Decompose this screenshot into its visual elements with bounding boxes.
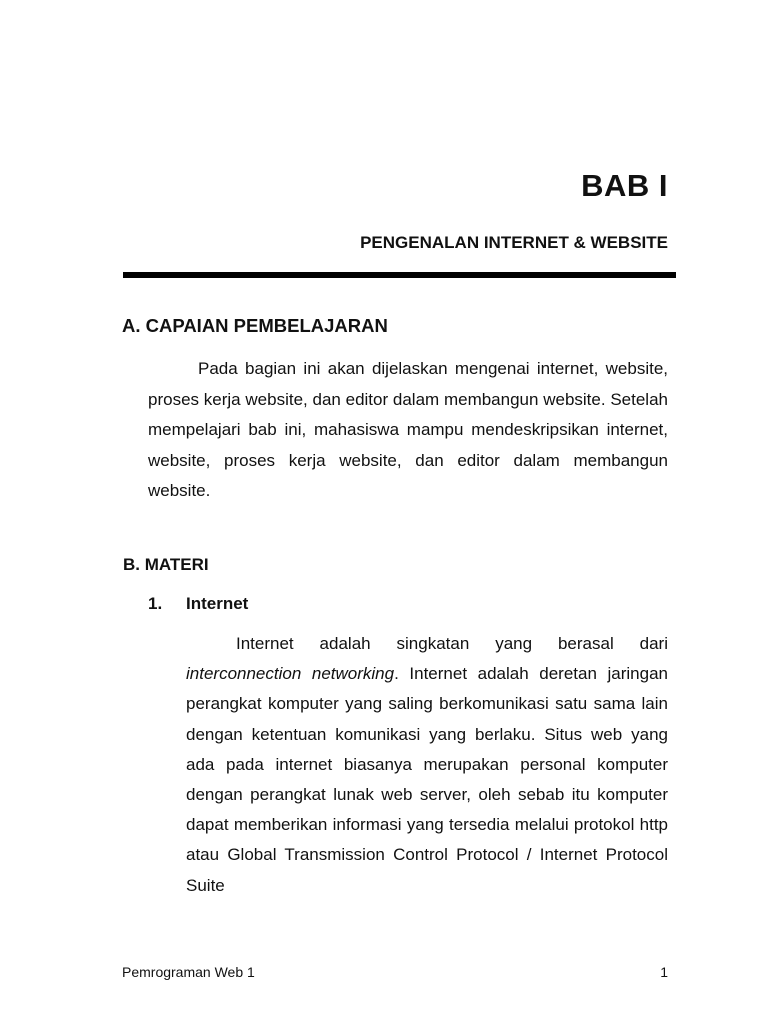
footer-page-number: 1 [660, 964, 668, 980]
section-a-paragraph [148, 354, 668, 507]
section-a-text: Pada bagian ini akan dijelaskan mengenai internet, website, proses kerja website, dan editor dalam membangun website. Setelah mempelajari bab ini, mahasiswa mampu mendeskripsikan internet, website, proses kerja website, dan editor dalam membangun website. [148, 359, 668, 500]
subsection-1-paragraph [186, 629, 668, 901]
chapter-label: BAB I [581, 168, 668, 203]
italic-term: interconnection networking [186, 664, 395, 684]
subsection-title: Internet [186, 594, 249, 613]
paragraph-text-rest: . Internet adalah deretan jaringan perangkat komputer yang saling berkomunikasi satu sama lain dengan ketentuan komunikasi yang berlaku. Situs web yang ada pada internet biasanya merupakan personal komputer dengan perangkat lunak web server, oleh sebab itu komputer dapat memberikan informasi yang tersedia melalui protokol http atau Global Transmission Control Protocol / Internet Protocol Suite [186, 664, 668, 895]
title-divider [123, 272, 676, 278]
footer-book-title: Pemrograman Web 1 [122, 964, 255, 980]
subsection-1-heading [148, 594, 248, 614]
section-a-heading: A. CAPAIAN PEMBELAJARAN [122, 315, 388, 336]
chapter-title: PENGENALAN INTERNET & WEBSITE [360, 233, 668, 252]
paragraph-text-start: Internet adalah singkatan yang berasal dari [236, 634, 668, 653]
section-b-heading: B. MATERI [123, 555, 209, 574]
subsection-number: 1. [148, 594, 163, 613]
